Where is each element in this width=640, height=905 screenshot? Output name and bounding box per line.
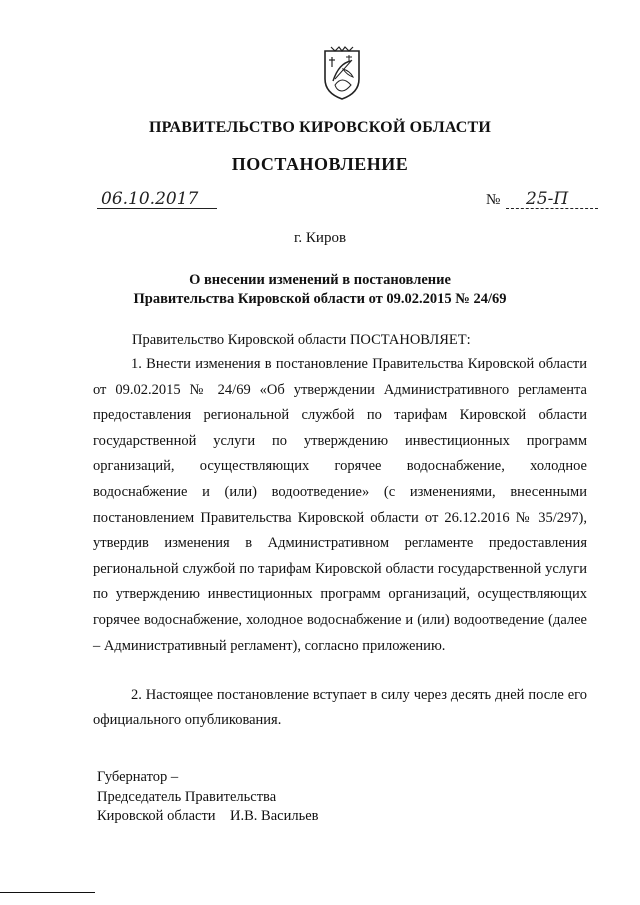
number-underline: [506, 208, 598, 209]
paragraph-1: 1. Внести изменения в постановление Правительства Кировской области от 09.02.2015 № 24/69 «Об утверждении Административного регламента предоставления региональной службой по тарифам Кировской области государственной услуги по утверждению инвестиционных программ организаций, осуществляющих горячее водоснабжение, холодное водоснабжение и (или) водоотведение» (с изменениями, внесенными постановлением Правительства Кировской области от 26.12.2016 № 35/297), утвердив изменения в Административном регламенте предоставления региональной службой по тарифам Кировской области государственной услуги по утверждению инвестиционных программ организаций, осуществляющих горячее водоснабжение, холодное водоснабжение и (или) водоотведение (далее – Административный регламент), согласно приложению.: [93, 356, 587, 654]
subject-line-2: Правительства Кировской области от 09.02.2015 № 24/69: [133, 291, 507, 307]
document-subject: [0, 271, 640, 309]
paragraph-2: 2. Настоящее постановление вступает в силу через десять дней после его официального опубликования.: [93, 687, 587, 728]
date-underline: [97, 208, 217, 209]
signature-line-1: Губернатор –: [97, 769, 179, 785]
number-label: №: [486, 192, 501, 208]
document-number-field: [506, 191, 598, 213]
city: г. Киров: [293, 230, 347, 246]
signature-line-3: Кировской области И.В. Васильев: [97, 808, 319, 824]
signature-block: [97, 768, 319, 827]
subject-line-1: О внесении изменений в постановление: [189, 272, 451, 288]
document-type-title: ПОСТАНОВЛЕНИЕ: [231, 154, 409, 174]
document-date-field: [97, 191, 217, 213]
preamble: Правительство Кировской области ПОСТАНОВЛЯЕТ:: [132, 332, 471, 348]
organization-title: ПРАВИТЕЛЬСТВО КИРОВСКОЙ ОБЛАСТИ: [148, 119, 492, 136]
kirov-oblast-coat-of-arms-icon: [321, 45, 363, 101]
signature-line-2: Председатель Правительства: [97, 788, 277, 805]
footer-rule: [0, 892, 95, 893]
document-date: 06.10.2017: [101, 189, 199, 209]
document-number: 25-П: [526, 189, 569, 209]
